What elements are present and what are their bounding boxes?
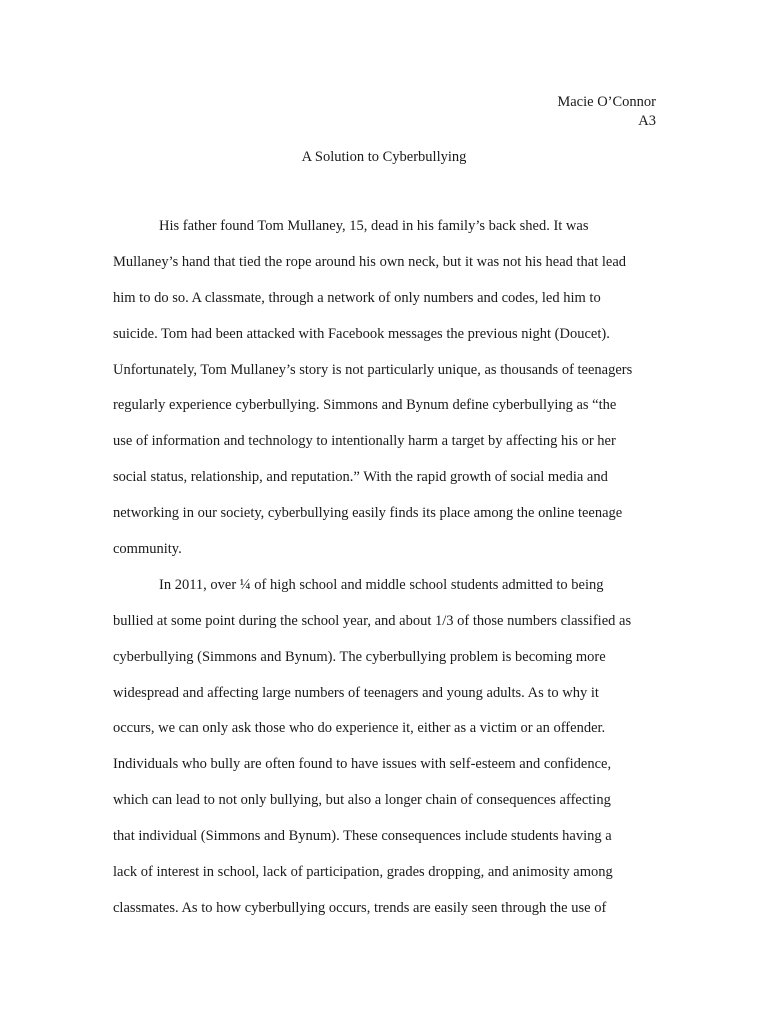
author-header bbox=[557, 93, 656, 131]
author-name: Macie O’Connor bbox=[557, 94, 656, 110]
text-line: bullied at some point during the school year, and about 1/3 of those numbers classified as bbox=[113, 612, 632, 629]
text-line: regularly experience cyberbullying. Simmons and Bynum define cyberbullying as “the bbox=[113, 397, 617, 414]
text-line: Mullaney’s hand that tied the rope around his own neck, but it was not his head that lead bbox=[113, 253, 627, 270]
text-line: use of information and technology to intentionally harm a target by affecting his or her bbox=[113, 433, 616, 450]
text-line: Individuals who bully are often found to have issues with self-esteem and confidence, bbox=[113, 756, 612, 773]
text-line: classmates. As to how cyberbullying occurs, trends are easily seen through the use of bbox=[113, 899, 607, 916]
text-line: that individual (Simmons and Bynum). These consequences include students having a bbox=[113, 828, 612, 845]
text-line: community. bbox=[113, 541, 182, 558]
text-line: lack of interest in school, lack of participation, grades dropping, and animosity among bbox=[113, 864, 613, 881]
text-line: widespread and affecting large numbers of teenagers and young adults. As to why it bbox=[113, 684, 599, 701]
text-line: occurs, we can only ask those who do experience it, either as a victim or an offender. bbox=[113, 720, 606, 737]
text-line: suicide. Tom had been attacked with Facebook messages the previous night (Doucet). bbox=[113, 325, 610, 342]
text-line: In 2011, over ¼ of high school and middle school students admitted to being bbox=[159, 576, 604, 593]
text-line: His father found Tom Mullaney, 15, dead in his family’s back shed. It was bbox=[159, 218, 589, 234]
text-line: him to do so. A classmate, through a network of only numbers and codes, led him to bbox=[113, 289, 601, 306]
essay-body bbox=[113, 217, 658, 935]
document-title: A Solution to Cyberbullying bbox=[301, 149, 467, 165]
text-line: cyberbullying (Simmons and Bynum). The cyberbullying problem is becoming more bbox=[113, 648, 606, 665]
text-line: which can lead to not only bullying, but also a longer chain of consequences affecting bbox=[113, 792, 611, 809]
section-label: A3 bbox=[638, 113, 656, 129]
text-line: networking in our society, cyberbullying easily finds its place among the online teenage bbox=[113, 505, 623, 522]
text-line: social status, relationship, and reputation.” With the rapid growth of social media and bbox=[113, 469, 608, 486]
text-line: Unfortunately, Tom Mullaney’s story is not particularly unique, as thousands of teenagers bbox=[113, 361, 633, 378]
